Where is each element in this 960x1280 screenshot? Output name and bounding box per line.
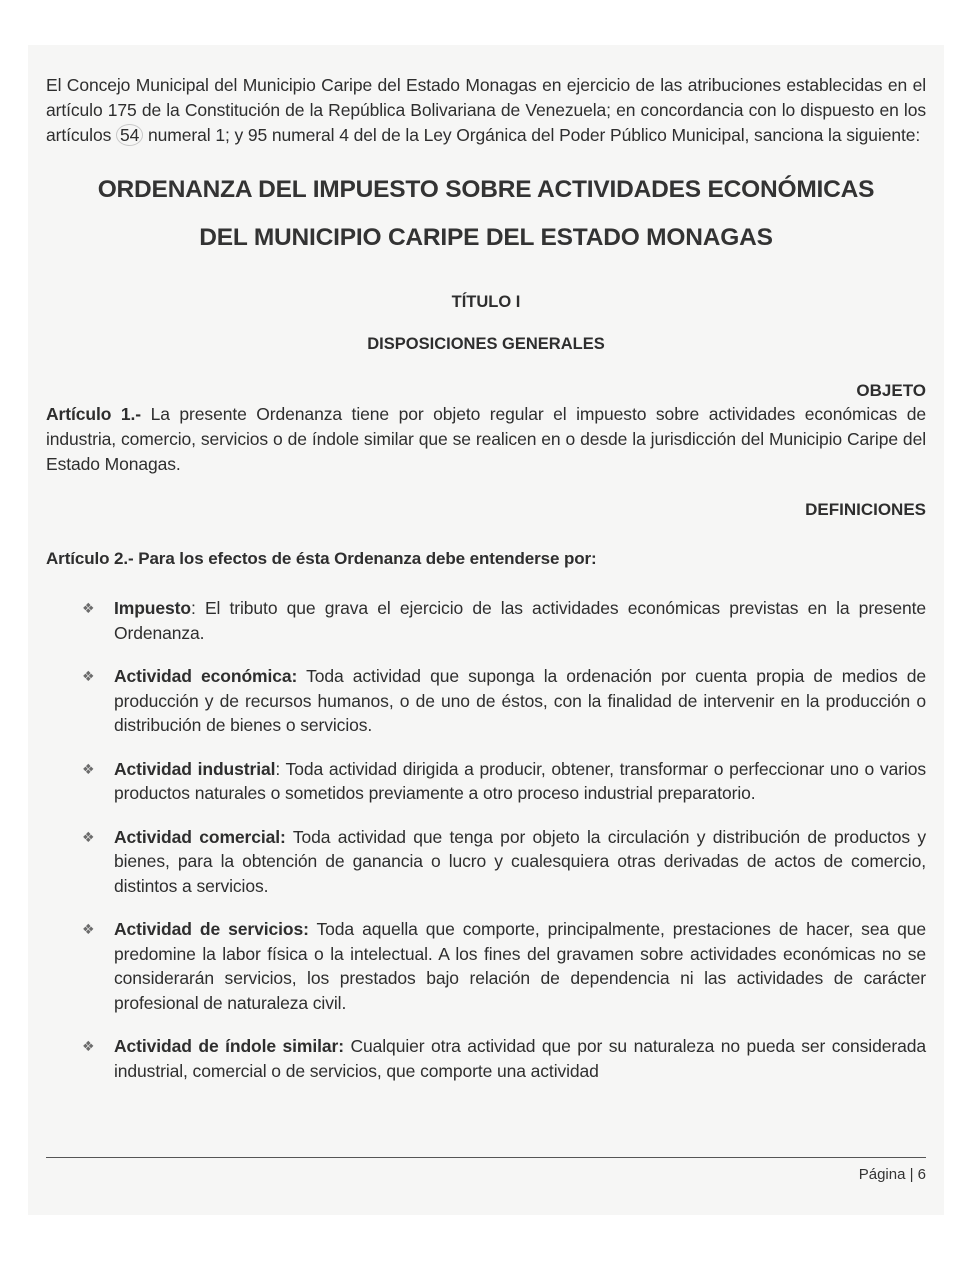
definition-term: Actividad de índole similar: [114,1036,344,1056]
diamond-bullet-icon: ❖ [82,760,95,777]
diamond-bullet-icon: ❖ [82,600,95,616]
list-item [82,757,926,806]
section-heading-definiciones: DEFINICIONES [805,500,926,519]
list-item [82,917,926,1015]
article-2 [46,548,926,570]
ordinance-title-line-2: DEL MUNICIPIO CARIPE DEL ESTADO MONAGAS [199,224,773,251]
title-heading: TÍTULO I [451,293,521,311]
definition-term: Actividad económica: [114,666,298,686]
definition-term: Actividad industrial [114,758,276,779]
definition-term: Actividad comercial: [114,826,286,847]
definition-text: : Toda actividad dirigida a producir, obtener, transformar o perfeccionar uno o varios productos naturales o sometidos previamente a otro proceso industrial preparatorio. [114,758,927,803]
definition-text: Toda actividad que tenga por objeto la circulación y distribución de productos y bienes, para la obtención de ganancia o lucro y cualesquiera otras derivadas de actos de comercio, distintos a servicios. [114,826,926,896]
definition-term: Actividad de servicios: [114,919,309,939]
article-1-label: Artículo 1.- [46,404,142,424]
definitions-list [46,596,926,1083]
definition-text: Toda aquella que comporte, principalmente, prestaciones de hacer, sea que predomine la labor física o la intelectual. A los fines del gravamen sobre actividades económicas no se considerarán servicios, los prestados bajo relación de dependencia ni las actividades de carácter profesional de naturaleza civil. [114,919,926,1013]
diamond-bullet-icon: ❖ [82,1038,95,1054]
page-content [46,73,926,1102]
chapter-heading: DISPOSICIONES GENERALES [367,335,605,353]
article-1-text: La presente Ordenanza tiene por objeto regular el impuesto sobre actividades económicas de industria, comercio, servicios o de índole similar que se realicen en o desde la jurisdicción del Municipio Caripe del Estado Monagas. [46,404,926,474]
article-2-text: Para los efectos de ésta Ordenanza debe entenderse por: [133,549,597,568]
circled-article-number: 54 [116,124,143,146]
definition-text: Cualquier otra actividad que por su naturaleza no pueda ser considerada industrial, comercial o de servicios, que comporte una actividad [114,1036,926,1081]
diamond-bullet-icon: ❖ [82,668,95,684]
preamble-paragraph [46,73,926,148]
article-1 [46,402,926,477]
article-2-label: Artículo 2.- [46,549,134,568]
preamble-text-end: numeral 1; y 95 numeral 4 del de la Ley Orgánica del Poder Público Municipal, sanciona la siguiente: [143,125,921,145]
list-item [82,1034,926,1083]
section-heading-objeto: OBJETO [856,381,926,400]
diamond-bullet-icon: ❖ [82,921,95,937]
ordinance-title-line-1: ORDENANZA DEL IMPUESTO SOBRE ACTIVIDADES ECONÓMICAS [97,176,875,203]
definition-text: : El tributo que grava el ejercicio de las actividades económicas previstas en la presente Ordenanza. [114,598,926,643]
preamble-text-start: El Concejo Municipal del Municipio Caripe del Estado Monagas en ejercicio de las atribuciones establecidas en el artículo 175 de la Constitución de la República Bolivariana de Venezuela; en concordancia con lo dispuesto en los artículos [46,75,926,145]
definition-term: Impuesto [114,598,191,618]
list-item [82,596,926,645]
ordinance-title [46,166,926,262]
list-item [82,825,926,899]
footer-divider [46,1157,926,1158]
diamond-bullet-icon: ❖ [82,828,95,845]
list-item [82,664,926,738]
definition-text: Toda actividad que suponga la ordenación por cuenta propia de medios de producción y de recursos humanos, o de uno de éstos, con la finalidad de intervenir en la producción o distribución de bienes o servicios. [114,666,926,735]
page-number: Página | 6 [858,1166,926,1183]
scanned-page [28,45,944,1215]
page-footer [46,1157,926,1183]
